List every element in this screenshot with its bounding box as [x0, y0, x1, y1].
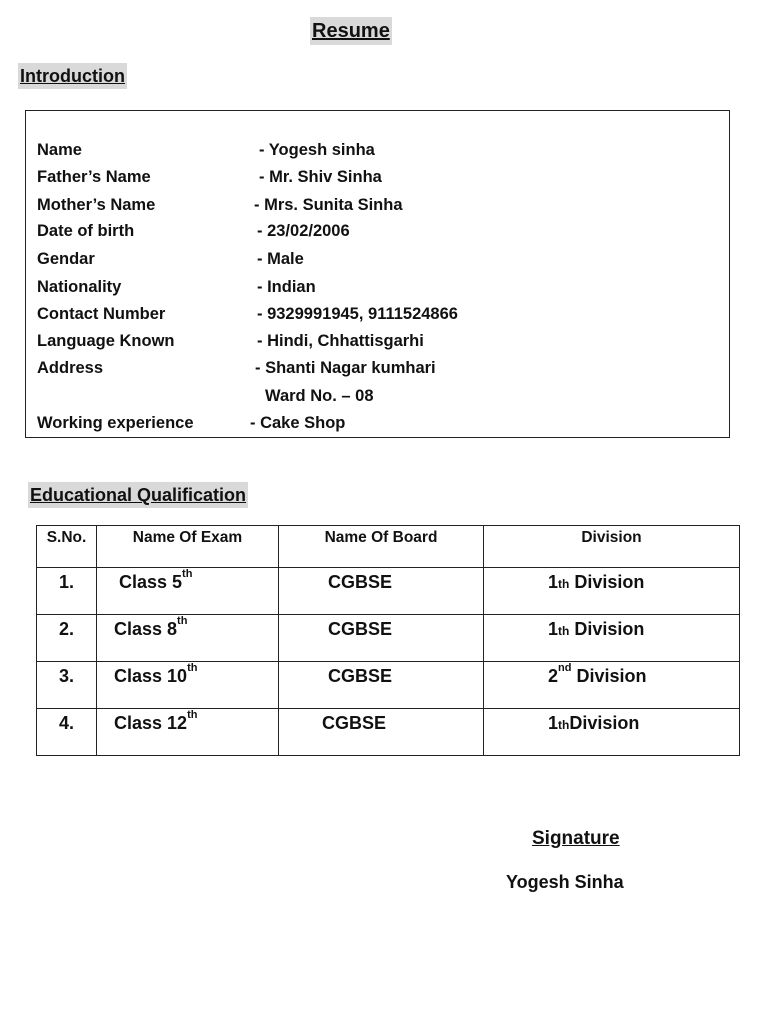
intro-label: Language Known	[37, 332, 175, 350]
cell-board: CGBSE	[279, 615, 484, 662]
intro-row-mother	[37, 194, 403, 216]
intro-label: Nationality	[37, 278, 122, 296]
intro-row-address	[37, 357, 436, 379]
cell-exam: Class 10th	[97, 662, 279, 709]
signature-label: Signature	[532, 828, 620, 849]
intro-label: Date of birth	[37, 222, 135, 240]
intro-value: - 9329991945, 9111524866	[257, 305, 458, 323]
intro-label: Father’s Name	[37, 168, 151, 186]
cell-division: 1th Division	[484, 568, 740, 615]
introduction-box	[25, 110, 730, 438]
cell-division: 1thDivision	[484, 709, 740, 756]
intro-value: - Shanti Nagar kumhari	[255, 359, 436, 377]
intro-value: Ward No. – 08	[265, 387, 374, 405]
introduction-heading: Introduction	[18, 63, 127, 89]
column-header-sno: S.No.	[37, 526, 97, 568]
intro-value: - Indian	[257, 278, 316, 296]
page-title: Resume	[310, 17, 392, 45]
cell-sno: 2.	[37, 615, 97, 662]
intro-row-experience	[37, 412, 346, 434]
education-table	[36, 525, 740, 756]
table-row	[37, 709, 740, 756]
cell-division: 2nd Division	[484, 662, 740, 709]
cell-sno: 1.	[37, 568, 97, 615]
intro-value: - 23/02/2006	[257, 222, 350, 240]
intro-row-contact	[37, 303, 458, 325]
table-row	[37, 662, 740, 709]
table-row	[37, 568, 740, 615]
intro-label: Address	[37, 359, 104, 377]
intro-row-gender	[37, 248, 304, 270]
intro-row-name	[37, 139, 375, 161]
intro-row-dob	[37, 220, 350, 242]
intro-label: Mother’s Name	[37, 196, 156, 214]
cell-board: CGBSE	[279, 568, 484, 615]
table-header-row	[37, 526, 740, 568]
cell-exam: Class 8th	[97, 615, 279, 662]
column-header-board: Name Of Board	[279, 526, 484, 568]
intro-row-language	[37, 330, 424, 352]
column-header-exam: Name Of Exam	[97, 526, 279, 568]
intro-row-father	[37, 166, 382, 188]
cell-exam: Class 5th	[97, 568, 279, 615]
cell-board: CGBSE	[279, 662, 484, 709]
cell-division: 1th Division	[484, 615, 740, 662]
intro-value: - Mrs. Sunita Sinha	[254, 196, 403, 214]
intro-label: Working experience	[37, 414, 194, 432]
signature-name: Yogesh Sinha	[506, 872, 624, 892]
intro-value: - Male	[257, 250, 304, 268]
intro-label: Gendar	[37, 250, 95, 268]
intro-label: Contact Number	[37, 305, 166, 323]
intro-label: Name	[37, 141, 82, 159]
table-row	[37, 615, 740, 662]
intro-value: - Mr. Shiv Sinha	[259, 168, 382, 186]
cell-board: CGBSE	[279, 709, 484, 756]
intro-value: - Yogesh sinha	[259, 141, 375, 159]
cell-exam: Class 12th	[97, 709, 279, 756]
education-heading: Educational Qualification	[28, 482, 248, 508]
cell-sno: 4.	[37, 709, 97, 756]
intro-row-nationality	[37, 276, 316, 298]
column-header-division: Division	[484, 526, 740, 568]
cell-sno: 3.	[37, 662, 97, 709]
intro-value: - Cake Shop	[250, 414, 346, 432]
intro-value: - Hindi, Chhattisgarhi	[257, 332, 424, 350]
